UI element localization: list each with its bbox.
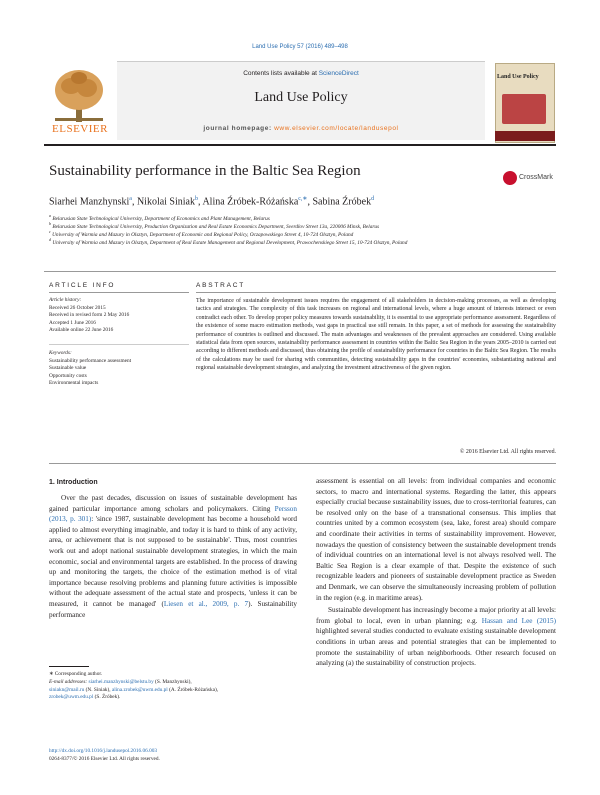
abstract-heading: ABSTRACT: [196, 282, 246, 289]
affiliation-text: Belarusian State Technological University, Production Organization and Real Estate Economics Department, Sverdlov Street 13a, 220006 Minsk, Belarus: [52, 223, 380, 230]
contents-line: [117, 70, 485, 77]
keywords: [49, 350, 131, 388]
affiliation-sup: d: [49, 237, 51, 242]
doi-link[interactable]: http://dx.doi.org/10.1016/j.landusepol.2016.06.003: [49, 748, 158, 754]
homepage-url-link[interactable]: www.elsevier.com/locate/landusepol: [274, 125, 399, 132]
affiliation-sup: c: [49, 229, 51, 234]
body-paragraph: [316, 605, 556, 669]
affiliation-text: University of Warmia and Mazury in Olsztyn, Department of Real Estate Management and Regional Development, Prawochenskiego Street 15, 10-724 Olsztyn, Poland: [52, 239, 408, 246]
affiliation-sup: b: [49, 221, 51, 226]
journal-title: Land Use Policy: [254, 90, 348, 105]
corresponding-author-note: ∗ Corresponding author.: [49, 671, 103, 677]
email-addresses: [49, 679, 299, 702]
author-affil-sup[interactable]: d: [371, 196, 375, 202]
email-link[interactable]: siniakn@mail.ru: [49, 686, 85, 693]
abstract-text: The importance of sustainable development issues requires the engagement of all stakeholders in decision-making processes, as well as developing tactics and strategies. The complexity of this task increases on regional and international levels, where a huge amount of interests intersect or even contradict each other. To develop proper policy measures towards sustainability, it is essential to use appropriate performance assessment. Regardless of the existence of some macro estimation methods, vast gaps in practical use still remain. In this paper, a set of methods for assessing the sustainability performance of countries is outlined and discussed. The main advantages and weaknesses of the prevalent approaches are considered. Using available statistical data from open sources, sustainability performance assessment in countries within the Baltic Sea Region in the years 2005–2010 is carried out according to different methods and discussed, thus obtaining the profile of sustainability performance for countries in the Baltic Sea Region. The results of the calculations may be used for sharing with communities, detecting sustainability gaps in the countries' economies, substantiating national and regional sustainable development strategies, and analyzing the investment attractiveness of the given region.: [196, 298, 556, 372]
abstract-rule: [196, 292, 556, 293]
affiliation: [49, 236, 539, 247]
elsevier-tree-logo: [49, 66, 109, 126]
email-owner: (S. Manzhynski),: [153, 679, 192, 685]
email-link[interactable]: zrobek@uwm.edu.pl: [49, 694, 94, 701]
author-affil-sup[interactable]: b: [195, 196, 198, 202]
email-link[interactable]: alina.zrobek@uwm.edu.pl: [111, 686, 168, 693]
body-paragraph: assessment is essential on all levels: from individual companies and economic sectors, to macro and international systems. Regarding the latter, this appears especially crucial because sustainability issues, due to cross-territorial features, can be resolved only on the base of a transnational consensus. This implies that countries united by a common ecosystem (sea, lake, forest area) should compare and coordinate their activities in terms of sustainability improvement. However, nowadays the question of consistency between the sustainable development trends of individual countries on an international level is not always resolved well. The Baltic Sea Region is a clear example of that. Despite the existence of such recognizable leaders and pioneers of sustainable development practice as Sweden and Denmark, we can observe the simultaneously increasing problem of pollution in the region (e.g. in maritime areas).: [316, 477, 556, 602]
email-owner: (A. Źróbek-Różańska),: [167, 686, 219, 693]
homepage-label: journal homepage:: [203, 125, 272, 132]
history-item: Accepted 1 June 2016: [49, 319, 96, 326]
cover-strip: [495, 131, 555, 141]
keyword: Opportunity costs: [49, 372, 87, 379]
header-divider: [44, 144, 556, 146]
author-affil-sup[interactable]: c,∗: [298, 196, 308, 202]
author-name: Nikolai Siniak: [136, 196, 195, 208]
affiliation-text: Belarusian State Technological University, Department of Economics and Plant Management, Belarus: [52, 215, 270, 222]
author-name: Alina Źróbek-Różańska: [202, 196, 299, 208]
keyword: Environmental impacts: [49, 380, 99, 387]
body-text: highlighted several studies conducted to evaluate existing sustainable development conditions in urban areas and potential strategies that can be implemented to promote the sustainability of urban neighborhoods. Other research focused on analyzing (a) the sustainability of construction projects.: [316, 627, 556, 668]
article-info-rule: [49, 292, 189, 293]
citation-link[interactable]: Persson (2013, p. 301): [49, 504, 297, 524]
history-item: Received 26 October 2015: [49, 304, 106, 311]
keyword: Sustainable value: [49, 365, 87, 372]
abstract-divider: [49, 463, 556, 464]
sciencedirect-link[interactable]: ScienceDirect: [318, 70, 359, 77]
email-owner: (S. Źróbek).: [93, 694, 121, 701]
affiliation-sup: a: [49, 213, 51, 218]
body-text: Over the past decades, discussion on issues of sustainable development has gained particular importance among scholars and policymakers. Citing: [49, 494, 297, 513]
history-item: Received in revised form 2 May 2016: [49, 312, 130, 319]
body-column-left: [49, 493, 297, 620]
history-label: Article history:: [49, 297, 82, 303]
cover-graphic: [502, 94, 546, 124]
body-text: Sustainable development has increasingly become a major priority at all levels: from global to local, even in urban planning; e.g.: [316, 606, 556, 625]
journal-homepage: [117, 125, 485, 132]
body-paragraph: [49, 493, 297, 620]
journal-reference[interactable]: Land Use Policy 57 (2016) 489–498: [252, 44, 348, 50]
email-label: E-mail addresses:: [49, 679, 89, 685]
author-affil-sup[interactable]: a: [129, 196, 132, 202]
cover-title: Land Use Policy: [497, 74, 539, 80]
crossmark-label[interactable]: CrossMark: [519, 174, 553, 181]
section-divider: [44, 271, 556, 272]
issn-line: 0264-8377/© 2016 Elsevier Ltd. All rights reserved.: [49, 756, 160, 762]
article-history: [49, 297, 129, 335]
history-item: Available online 22 June 2016: [49, 327, 114, 334]
email-owner: (N. Siniak),: [84, 686, 112, 693]
author-name: Sabina Źróbek: [312, 196, 372, 208]
body-column-right: [316, 476, 556, 669]
citation-link[interactable]: Hassan and Lee (2015): [481, 616, 556, 625]
crossmark-icon[interactable]: [503, 171, 517, 185]
citation-link[interactable]: Liesen et al., 2009, p. 7: [163, 599, 249, 608]
article-info-heading: ARTICLE INFO: [49, 282, 116, 289]
article-title: Sustainability performance in the Baltic Sea Region: [49, 163, 361, 179]
keywords-label: Keywords:: [49, 350, 72, 356]
email-link[interactable]: siarhei.manzhynski@belstu.by: [88, 679, 154, 685]
affiliation-text: University of Warmia and Mazury in Olsztyn, Department of Economic and Regional Policy, Oczapowskiego Street 4, 10-724 Olsztyn, Poland: [52, 231, 354, 238]
abstract-copyright: © 2016 Elsevier Ltd. All rights reserved.: [459, 449, 556, 455]
publisher-name: ELSEVIER: [52, 123, 108, 135]
footnote-rule: [49, 666, 89, 667]
keyword: Sustainability performance assessment: [49, 357, 132, 364]
body-text: ). Sustainability performance: [49, 599, 297, 619]
article-info-separator: [49, 344, 189, 345]
section-heading-introduction: 1. Introduction: [49, 479, 98, 486]
author-name: Siarhei Manzhynski: [49, 196, 130, 208]
contents-prefix: Contents lists available at: [243, 70, 319, 77]
author-list: Siarhei Manzhynski$^a$, Nikolai Siniak$^b$, Alina Źróbek-Różańska$^{c,∗}$, Sabina Źróbek$^d$: [49, 196, 375, 208]
body-text: : 'since 1987, sustainable development has become a household word applied to almost everything imaginable, and today it is hard to think of any activity, area, or achievement that is not supposed to be sustainable'. Thus, most countries work out and adopt national sustainable development strategies, in which the main economic, social and environmental targets are established. In the process of drawing up and monitoring the targets, the choice of the estimation method is of vital importance because resolving problems and planning future activities is impossible without the adequate assessment of the actual state and prospects, 'unless it can be measured, it cannot be managed' (: [49, 515, 297, 608]
